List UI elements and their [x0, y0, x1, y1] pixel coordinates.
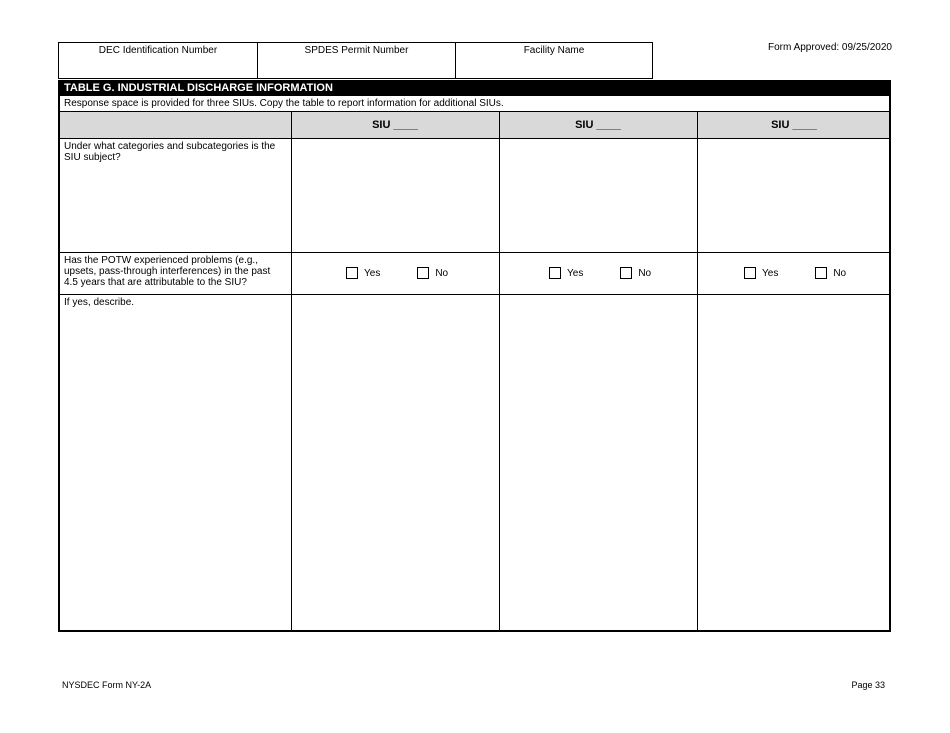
- question-potw-problems: Has the POTW experienced problems (e.g., upsets, pass-through interferences) in the past 4.5 years that are attributable to the SIU?: [64, 255, 271, 288]
- dec-id-field[interactable]: [58, 42, 257, 79]
- checkbox-icon[interactable]: [620, 267, 632, 279]
- identification-row: [58, 42, 653, 79]
- siu-1-no-option[interactable]: [417, 267, 448, 279]
- checkbox-icon[interactable]: [744, 267, 756, 279]
- no-label: No: [435, 267, 449, 279]
- siu-2-categories-input[interactable]: [500, 140, 696, 251]
- column-header-row: [60, 112, 889, 139]
- row-divider: [60, 252, 889, 253]
- siu-3-describe-input[interactable]: [698, 295, 890, 629]
- siu-3-categories-input[interactable]: [698, 140, 890, 251]
- siu-2-describe-input[interactable]: [500, 295, 696, 629]
- siu-1-categories-input[interactable]: [292, 140, 498, 251]
- spdes-permit-label: SPDES Permit Number: [304, 45, 409, 56]
- no-label: No: [638, 267, 652, 279]
- table-note: Response space is provided for three SIUs. Copy the table to report information for additional SIUs.: [60, 96, 889, 112]
- siu-3-yes-option[interactable]: [744, 267, 778, 279]
- yes-label: Yes: [364, 267, 381, 279]
- facility-name-field[interactable]: [455, 42, 653, 79]
- siu-2-no-option[interactable]: [620, 267, 651, 279]
- no-label: No: [833, 267, 847, 279]
- form-approved-date: Form Approved: 09/25/2020: [768, 42, 892, 53]
- facility-name-label: Facility Name: [523, 45, 585, 56]
- siu-1-yes-option[interactable]: [346, 267, 380, 279]
- table-title: TABLE G. INDUSTRIAL DISCHARGE INFORMATION: [60, 81, 889, 96]
- spdes-permit-field[interactable]: [257, 42, 455, 79]
- siu-2-yes-no: [549, 267, 651, 279]
- question-describe: If yes, describe.: [64, 297, 135, 308]
- form-name: NYSDEC Form NY-2A: [62, 680, 152, 690]
- siu-column-2-header: SIU ____: [575, 119, 621, 131]
- checkbox-icon[interactable]: [346, 267, 358, 279]
- siu-3-yes-no: [744, 267, 846, 279]
- siu-2-yes-option[interactable]: [549, 267, 583, 279]
- siu-column-3-header: SIU ____: [771, 119, 817, 131]
- siu-3-no-option[interactable]: [815, 267, 846, 279]
- siu-column-1-header: SIU ____: [372, 119, 418, 131]
- checkbox-icon[interactable]: [549, 267, 561, 279]
- page-number: Page 33: [851, 680, 885, 690]
- yes-label: Yes: [567, 267, 584, 279]
- yes-label: Yes: [762, 267, 779, 279]
- checkbox-icon[interactable]: [417, 267, 429, 279]
- checkbox-icon[interactable]: [815, 267, 827, 279]
- siu-1-describe-input[interactable]: [292, 295, 498, 629]
- question-categories: Under what categories and subcategories is the SIU subject?: [64, 141, 276, 163]
- industrial-discharge-table: [58, 80, 891, 632]
- siu-1-yes-no: [346, 267, 448, 279]
- dec-id-label: DEC Identification Number: [98, 45, 218, 56]
